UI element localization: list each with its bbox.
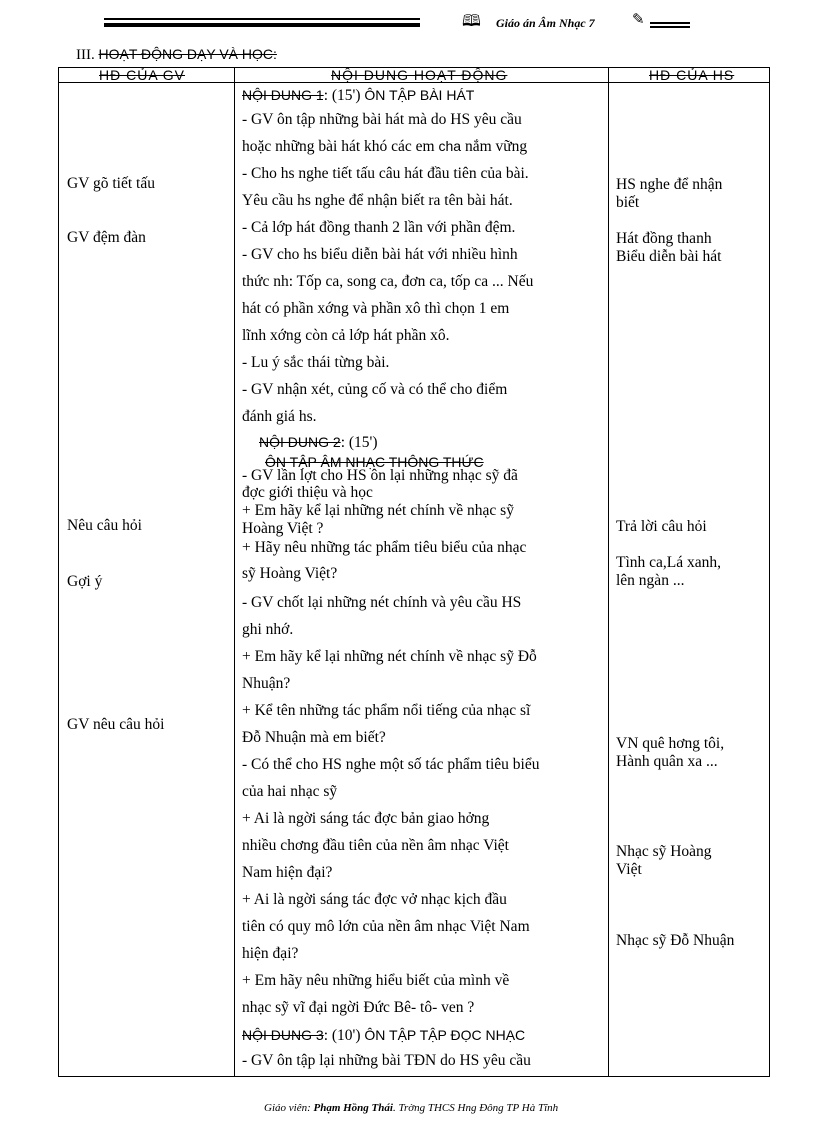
content-title: ÔN TẬP BÀI HÁT: [364, 87, 475, 103]
hs-note-line: Tình ca,Lá xanh,: [616, 554, 722, 571]
content-title: ÔN TẬP TẬP ĐỌC NHẠC: [364, 1027, 526, 1043]
content-line: của hai nhạc sỹ: [242, 783, 338, 800]
content-line: + Ai là ngời sáng tác đợc bản giao hởng: [242, 810, 490, 827]
hs-note: [616, 735, 724, 771]
hs-note: [616, 843, 712, 879]
content-line: lĩnh xớng còn cả lớp hát phần xô.: [242, 327, 450, 344]
section-heading: [76, 46, 277, 64]
hs-note: [616, 554, 721, 590]
hs-note-line: Trả lời câu hỏi: [616, 518, 707, 535]
content-line: + Hãy nêu những tác phẩm tiêu biểu của nhạc: [242, 539, 527, 556]
pen-icon: ✎: [632, 12, 645, 28]
content-text: hoặc những bài hát khó các em: [242, 138, 435, 155]
hs-note-line: Nhạc sỹ Hoàng: [616, 843, 712, 860]
section-number: III.: [76, 47, 95, 63]
content-line: thức nh: Tốp ca, song ca, đơn ca, tốp ca ... Nếu: [242, 273, 534, 290]
content-line: - GV lần lợt cho HS ôn lại những nhạc sỹ đã: [242, 467, 518, 484]
content-line: - GV ôn tập lại những bài TĐN do HS yêu cầu: [242, 1052, 531, 1069]
footer-teacher-name: Phạm Hồng Thái: [313, 1102, 393, 1114]
hs-note-line: Hành quân xa ...: [616, 753, 718, 770]
hs-note-line: Việt: [616, 861, 642, 878]
content-line: sỹ Hoàng Việt?: [242, 565, 338, 582]
content-heading-2: [259, 434, 378, 452]
content-line: đợc giới thiệu và học: [242, 484, 373, 501]
content-heading-2-title: ÔN TẬP ÂM NHẠC THÔNG THỨC: [265, 454, 484, 470]
content-text: nắm vững: [464, 138, 528, 155]
hs-note-line: biết: [616, 194, 640, 211]
header-title: Giáo án Âm Nhạc 7: [496, 16, 595, 30]
footer-school: . Trờng THCS Hng Đông TP Hà Tĩnh: [392, 1102, 559, 1114]
content-line: hiện đại?: [242, 945, 299, 962]
gv-note: Nêu câu hỏi: [67, 517, 142, 534]
page-header: [100, 10, 720, 40]
content-line: - Có thể cho HS nghe một số tác phẩm tiêu biểu: [242, 756, 540, 773]
content-time: : (15'): [323, 87, 361, 104]
content-line: nhạc sỹ vĩ đại ngời Đức Bê- tô- ven ?: [242, 999, 475, 1016]
content-line: + Em hãy kể lại những nét chính về nhạc sỹ Đỗ: [242, 648, 537, 665]
content-text: cha: [438, 138, 462, 154]
content-time: : (15'): [340, 434, 378, 451]
hs-note-line: Biểu diễn bài hát: [616, 248, 722, 265]
header-rule-right: [650, 22, 690, 24]
header-rule-left-thick: [104, 23, 420, 27]
column-header-hs: HĐ CỦA HS: [649, 67, 735, 83]
content-line: ghi nhớ.: [242, 621, 294, 638]
book-icon: 🕮: [462, 13, 481, 30]
page-footer: [264, 1102, 558, 1114]
column-divider-2: [608, 68, 609, 1076]
section-title: HOẠT ĐỘNG DẠY VÀ HỌC:: [98, 46, 277, 62]
content-line: nhiều chơng đầu tiên của nền âm nhạc Việt: [242, 837, 509, 854]
content-line: tiên có quy mô lớn của nền âm nhạc Việt Nam: [242, 918, 530, 935]
content-line: - GV ôn tập những bài hát mà do HS yêu cầu: [242, 111, 522, 128]
hs-note-line: Hát đồng thanh: [616, 230, 712, 247]
gv-note: GV gõ tiết tấu: [67, 175, 155, 192]
content-line: Nhuận?: [242, 675, 291, 692]
content-label: NỘI DUNG 1: [242, 87, 324, 103]
hs-note: [616, 518, 707, 536]
column-header-nd: NỘI DUNG HOẠT ĐỘNG: [331, 67, 508, 83]
content-heading-1: [242, 87, 474, 105]
lesson-table: [58, 67, 770, 1077]
content-line: - Cả lớp hát đồng thanh 2 lần với phần đệm.: [242, 219, 516, 236]
content-line: - Lu ý sắc thái từng bài.: [242, 354, 390, 371]
content-line: đánh giá hs.: [242, 408, 317, 425]
content-line: + Kể tên những tác phẩm nổi tiếng của nhạc sĩ: [242, 702, 531, 719]
hs-note-line: lên ngàn ...: [616, 572, 685, 589]
content-line: Đỗ Nhuận mà em biết?: [242, 729, 386, 746]
hs-note: [616, 176, 722, 212]
content-line: + Ai là ngời sáng tác đợc vở nhạc kịch đầu: [242, 891, 507, 908]
content-line: - Cho hs nghe tiết tấu câu hát đầu tiên của bài.: [242, 165, 529, 182]
header-rule-left: [104, 18, 420, 20]
content-heading-3: [242, 1027, 525, 1045]
column-divider-1: [234, 68, 235, 1076]
content-label: NỘI DUNG 2: [259, 434, 341, 450]
hs-note: [616, 230, 721, 266]
gv-note: GV đệm đàn: [67, 229, 146, 246]
content-time: : (10'): [323, 1027, 361, 1044]
content-line: hát có phần xớng và phần xô thì chọn 1 em: [242, 300, 510, 317]
footer-prefix: Giáo viên:: [264, 1102, 314, 1114]
hs-note-line: HS nghe để nhận: [616, 176, 723, 193]
content-line: - GV chốt lại những nét chính và yêu cầu HS: [242, 594, 522, 611]
content-line: Nam hiện đại?: [242, 864, 333, 881]
content-label: NỘI DUNG 3: [242, 1027, 324, 1043]
content-line: - GV nhận xét, củng cố và có thể cho điểm: [242, 381, 508, 398]
header-rule-right-2: [650, 26, 690, 28]
content-line: + Em hãy kể lại những nét chính về nhạc sỹ: [242, 502, 514, 519]
content-line: - GV cho hs biểu diễn bài hát với nhiều hình: [242, 246, 518, 263]
content-line: + Em hãy nêu những hiểu biết của mình về: [242, 972, 510, 989]
hs-note: [616, 932, 734, 950]
hs-note-line: VN quê hơng tôi,: [616, 735, 725, 752]
content-line: Yêu cầu hs nghe để nhận biết ra tên bài hát.: [242, 192, 513, 209]
content-line: Hoàng Việt ?: [242, 520, 324, 537]
gv-note: Gợi ý: [67, 573, 103, 590]
content-line: [242, 138, 527, 156]
column-header-gv: HĐ CỦA GV: [99, 67, 186, 83]
hs-note-line: Nhạc sỹ Đỗ Nhuận: [616, 932, 735, 949]
gv-note: GV nêu câu hỏi: [67, 716, 165, 733]
